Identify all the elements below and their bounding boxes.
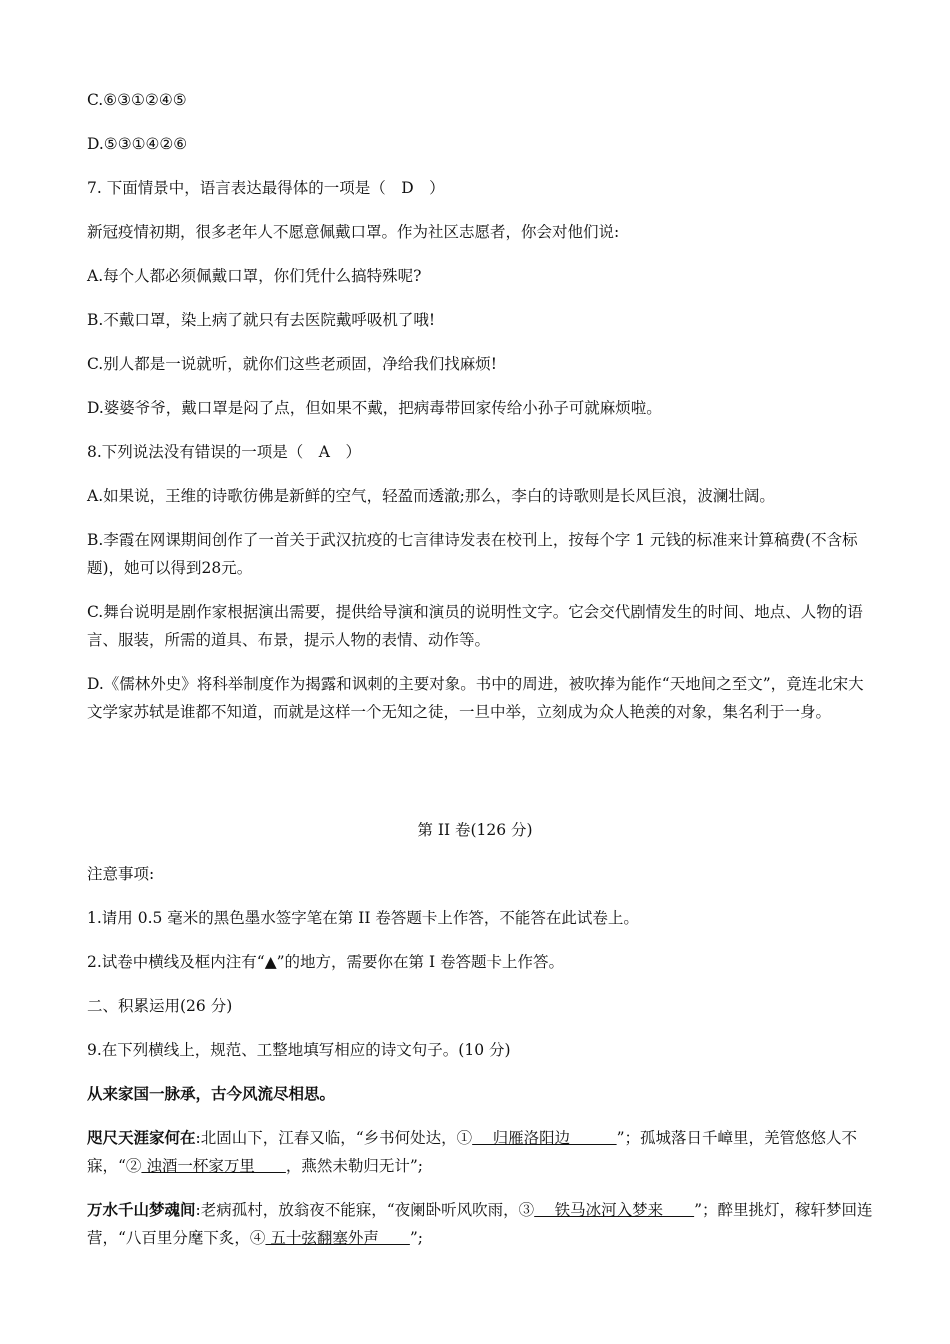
paragraph-2-text-1: :老病孤村，放翁夜不能寐，“夜阑卧听风吹雨，③ [195,1201,535,1219]
paragraph-1-label: 咫尺天涯家何在 [87,1128,196,1147]
paragraph-1-text-3: ，燕然未勒归无计”; [285,1157,424,1175]
note-2: 2.试卷中横线及框内注有“▲”的地方，需要你在第 I 卷答题卡上作答。 [87,953,565,971]
paragraph-2-label: 万水千山梦魂间 [87,1200,196,1219]
note-1: 1.请用 0.5 毫米的黑色墨水签字笔在第 II 卷答题卡上作答，不能答在此试卷上。 [87,909,639,927]
answer-1: 归雁洛阳边 [472,1129,617,1147]
paragraph-2-text-2: ”；醉里挑灯，稼轩梦回连营，“八百里分麾下炙，④ [87,1201,873,1247]
answer-3: 铁马冰河入梦来 [534,1201,695,1219]
notes-title: 注意事项: [87,865,155,883]
option-c-line: C.⑥③①②④⑤ [87,91,187,109]
option-d-line: D.⑤③①④②⑥ [87,135,188,153]
question-7-option-d: D.婆婆爷爷，戴口罩是闷了点，但如果不戴，把病毒带回家传给小孙子可就麻烦啦。 [87,399,662,417]
question-7-option-a: A.每个人都必须佩戴口罩，你们凭什么搞特殊呢? [87,267,422,285]
question-9-heading: 从来家国一脉承，古今风流尽相思。 [87,1084,336,1103]
question-8-option-a: A.如果说，王维的诗歌彷佛是新鲜的空气，轻盈而透澈;那么，李白的诗歌则是长风巨浪，波澜壮阔。 [87,487,775,505]
poem-paragraph-2 [87,1196,877,1252]
paragraph-2-text-3: ”; [409,1229,424,1247]
paragraph-1-text-2: ”；孤城落日千嶂里，羌管悠悠人不寐，“② [87,1129,858,1175]
question-8-option-c: C.舞台说明是剧作家根据演出需要，提供给导演和演员的说明性文字。它会交代剧情发生的时间、地点、人物的语言、服装，所需的道具、布景，提示人物的表情、动作等。 [87,603,863,649]
question-7: 7. 下面情景中，语言表达最得体的一项是（ D ） [87,179,445,197]
question-8-option-b: B.李霞在网课期间创作了一首关于武汉抗疫的七言律诗发表在校刊上，按每个字 1 元钱的标准来计算稿费(不含标题)，她可以得到28元。 [87,531,858,577]
question-7-context: 新冠疫情初期，很多老年人不愿意佩戴口罩。作为社区志愿者，你会对他们说: [87,223,620,241]
question-7-option-b: B.不戴口罩，染上病了就只有去医院戴呼吸机了哦! [87,311,436,329]
question-8-option-d: D.《儒林外史》将科举制度作为揭露和讽刺的主要对象。书中的周进，被吹捧为能作“天地间之至文”，竟连北宋大文学家苏轼是谁都不知道，而就是这样一个无知之徒，一旦中举，立刻成为众人艳羡的对象，集名利于一身。 [87,675,864,721]
question-9: 9.在下列横线上，规范、工整地填写相应的诗文句子。(10 分) [87,1041,511,1059]
answer-2: 浊酒一杯家万里 [141,1157,286,1175]
answer-4: 五十弦翻塞外声 [265,1229,410,1247]
section-ii-title: 第 II 卷(126 分) [417,821,533,839]
question-8: 8.下列说法没有错误的一项是（ A ） [87,443,361,461]
part-2-title: 二、积累运用(26 分) [87,997,233,1015]
paragraph-1-text-1: :北固山下，江春又临，“乡书何处达，① [195,1129,473,1147]
question-7-option-c: C.别人都是一说就听，就你们这些老顽固，净给我们找麻烦! [87,355,497,373]
poem-paragraph-1 [87,1124,877,1180]
